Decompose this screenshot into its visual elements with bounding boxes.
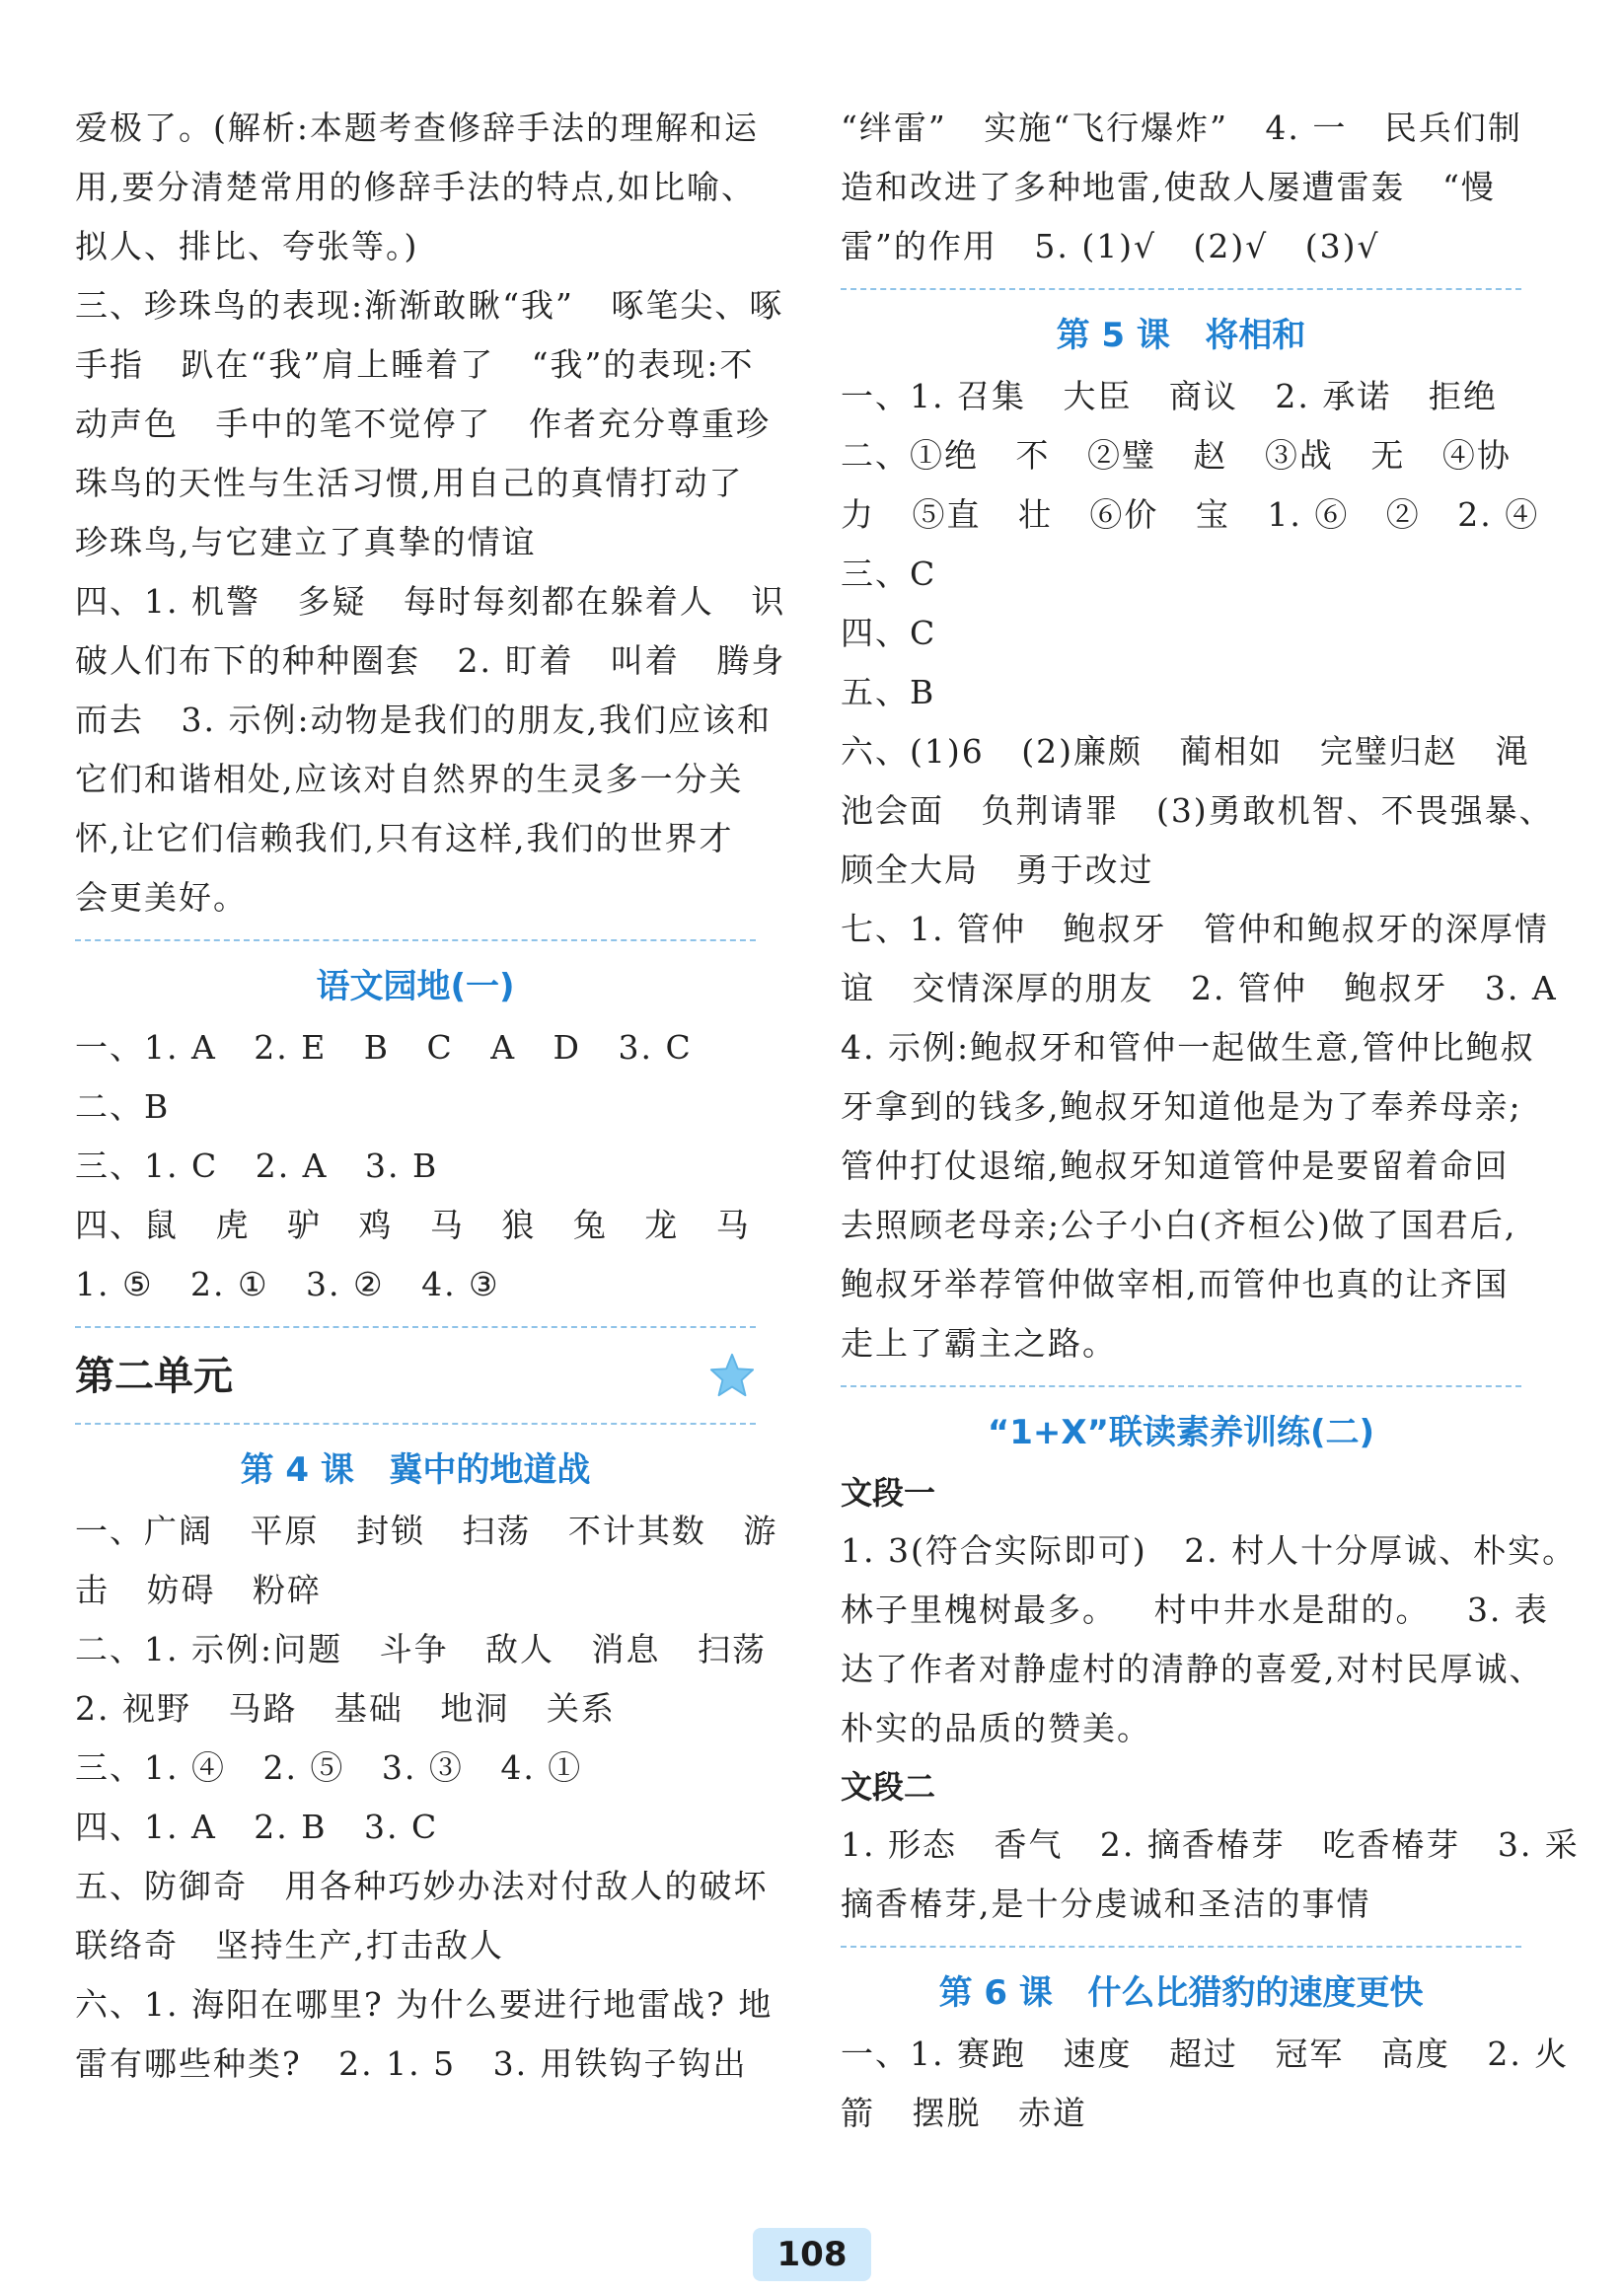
- text-line: 会更美好。: [75, 878, 248, 917]
- text-line: 三、1. ④ 2. ⑤ 3. ③ 4. ①: [75, 1748, 583, 1787]
- text-line: 一、1. 赛跑 速度 超过 冠军 高度 2. 火: [841, 2035, 1570, 2073]
- text-line: 二、1. 示例:问题 斗争 敌人 消息 扫荡: [75, 1630, 767, 1668]
- text-line: 一、1. A 2. E B C A D 3. C: [75, 1028, 693, 1067]
- text-line: 四、1. 机警 多疑 每时每刻都在躲着人 识: [75, 582, 786, 621]
- text-line: 林子里槐树最多。 村中井水是甜的。 3. 表: [841, 1591, 1549, 1629]
- section-divider: [75, 939, 756, 943]
- text-line: 珍珠鸟,与它建立了真挚的情谊: [75, 523, 537, 561]
- text-line: 谊 交情深厚的朋友 2. 管仲 鲍叔牙 3. A: [841, 969, 1558, 1007]
- text-line: 雷有哪些种类? 2. 1. 5 3. 用铁钩子钩出: [75, 2044, 748, 2083]
- text-line: 联络奇 坚持生产,打击敌人: [75, 1926, 504, 1964]
- section-divider: [841, 288, 1521, 292]
- text-line: 六、1. 海阳在哪里? 为什么要进行地雷战? 地: [75, 1985, 774, 2024]
- text-line: 爱极了。(解析:本题考查修辞手法的理解和运: [75, 109, 759, 147]
- answer-block-lesson6: [841, 2025, 1570, 2143]
- text-line: 一、1. 召集 大臣 商议 2. 承诺 拒绝: [841, 377, 1498, 415]
- text-line: 五、防御奇 用各种巧妙办法对付敌人的破坏: [75, 1867, 769, 1905]
- text-line: 三、珍珠鸟的表现:渐渐敢瞅“我” 啄笔尖、啄: [75, 286, 784, 325]
- unit-title-text: 第二单元: [75, 1354, 233, 1399]
- text-line: 顾全大局 勇于改过: [841, 851, 1154, 889]
- answer-block-passage1: [841, 1521, 1578, 1758]
- page-number: 108: [753, 2228, 871, 2281]
- answer-block-lesson3: [75, 99, 786, 927]
- text-line: 朴实的品质的赞美。: [841, 1709, 1151, 1747]
- text-line: 4. 示例:鲍叔牙和管仲一起做生意,管仲比鲍叔: [841, 1028, 1535, 1067]
- text-line: 箭 摆脱 赤道: [841, 2094, 1087, 2132]
- text-line: 珠鸟的天性与生活习惯,用自己的真情打动了: [75, 464, 744, 502]
- passage-label-1: 文段一: [841, 1474, 936, 1512]
- text-line: 二、①绝 不 ②璧 赵 ③战 无 ④协: [841, 436, 1512, 475]
- right-column: [841, 99, 1580, 2143]
- section-heading-lesson4: 第 4 课 冀中的地道战: [240, 1450, 591, 1490]
- section-divider: [75, 1326, 756, 1330]
- text-line: 摘香椿芽,是十分虔诚和圣洁的事情: [841, 1885, 1371, 1923]
- text-line: 而去 3. 示例:动物是我们的朋友,我们应该和: [75, 701, 773, 739]
- passage-label-2: 文段二: [841, 1768, 936, 1806]
- text-line: 1. 3(符合实际即可) 2. 村人十分厚诚、朴实。: [841, 1531, 1578, 1570]
- answer-block-passage2: [841, 1815, 1580, 1934]
- text-line: 七、1. 管仲 鲍叔牙 管仲和鲍叔牙的深厚情: [841, 910, 1549, 948]
- text-line: 造和改进了多种地雷,使敌人屡遭雷轰 “慢: [841, 168, 1496, 206]
- text-line: 四、C: [841, 614, 937, 652]
- text-line: 四、鼠 虎 驴 鸡 马 狼 兔 龙 马: [75, 1206, 751, 1244]
- text-line: 力 ⑤直 壮 ⑥价 宝 1. ⑥ ② 2. ④: [841, 495, 1540, 534]
- text-line: 用,要分清楚常用的修辞手法的特点,如比喻、: [75, 168, 756, 206]
- text-line: 池会面 负荆请罪 (3)勇敢机智、不畏强暴、: [841, 791, 1554, 830]
- text-line: 1. ⑤ 2. ① 3. ② 4. ③: [75, 1265, 500, 1303]
- text-line: “绊雷” 实施“飞行爆炸” 4. 一 民兵们制: [841, 109, 1522, 147]
- section-divider: [75, 1423, 756, 1427]
- text-line: 破人们布下的种种圈套 2. 盯着 叫着 腾身: [75, 641, 786, 680]
- answer-block-lesson5: [841, 367, 1558, 1373]
- section-heading-1x-training: “1+X”联读素养训练(二): [987, 1413, 1375, 1452]
- text-line: 三、C: [841, 555, 937, 593]
- section-heading-lesson6: 第 6 课 什么比猎豹的速度更快: [938, 1973, 1424, 2013]
- unit-title: [75, 1342, 756, 1411]
- answer-block-yuwen-yuandi: [75, 1018, 756, 1314]
- section-divider: [841, 1946, 1521, 1950]
- text-line: 四、1. A 2. B 3. C: [75, 1808, 439, 1846]
- section-heading-yuwen-yuandi: 语文园地(一): [316, 967, 515, 1006]
- section-divider: [841, 1385, 1521, 1389]
- text-line: 雷”的作用 5. (1)√ (2)√ (3)√: [841, 227, 1380, 265]
- answer-block-lesson4-cont: [841, 99, 1521, 276]
- text-line: 一、广阔 平原 封锁 扫荡 不计其数 游: [75, 1512, 778, 1550]
- text-line: 拟人、排比、夸张等。): [75, 227, 419, 265]
- answer-block-lesson4: [75, 1502, 778, 2094]
- text-line: 去照顾老母亲;公子小白(齐桓公)做了国君后,: [841, 1206, 1517, 1244]
- star-icon: [708, 1352, 756, 1399]
- text-line: 动声色 手中的笔不觉停了 作者充分尊重珍: [75, 405, 771, 443]
- text-line: 牙拿到的钱多,鲍叔牙知道他是为了奉养母亲;: [841, 1087, 1522, 1126]
- text-line: 怀,让它们信赖我们,只有这样,我们的世界才: [75, 819, 734, 857]
- text-line: 它们和谐相处,应该对自然界的生灵多一分关: [75, 760, 744, 798]
- text-line: 二、B: [75, 1087, 171, 1126]
- text-line: 五、B: [841, 673, 936, 711]
- text-line: 2. 视野 马路 基础 地洞 关系: [75, 1689, 616, 1728]
- text-line: 走上了霸主之路。: [841, 1324, 1117, 1363]
- text-line: 管仲打仗退缩,鲍叔牙知道管仲是要留着命回: [841, 1147, 1510, 1185]
- text-line: 六、(1)6 (2)廉颇 蔺相如 完璧归赵 渑: [841, 732, 1530, 771]
- text-line: 1. 形态 香气 2. 摘香椿芽 吃香椿芽 3. 采: [841, 1825, 1580, 1864]
- text-line: 三、1. C 2. A 3. B: [75, 1147, 439, 1185]
- left-column: [75, 99, 786, 2094]
- text-line: 击 妨碍 粉碎: [75, 1571, 322, 1609]
- section-heading-lesson5: 第 5 课 将相和: [1056, 316, 1306, 355]
- text-line: 达了作者对静虚村的清静的喜爱,对村民厚诚、: [841, 1650, 1544, 1688]
- text-line: 手指 趴在“我”肩上睡着了 “我”的表现:不: [75, 345, 755, 384]
- text-line: 鲍叔牙举荐管仲做宰相,而管仲也真的让齐国: [841, 1265, 1510, 1303]
